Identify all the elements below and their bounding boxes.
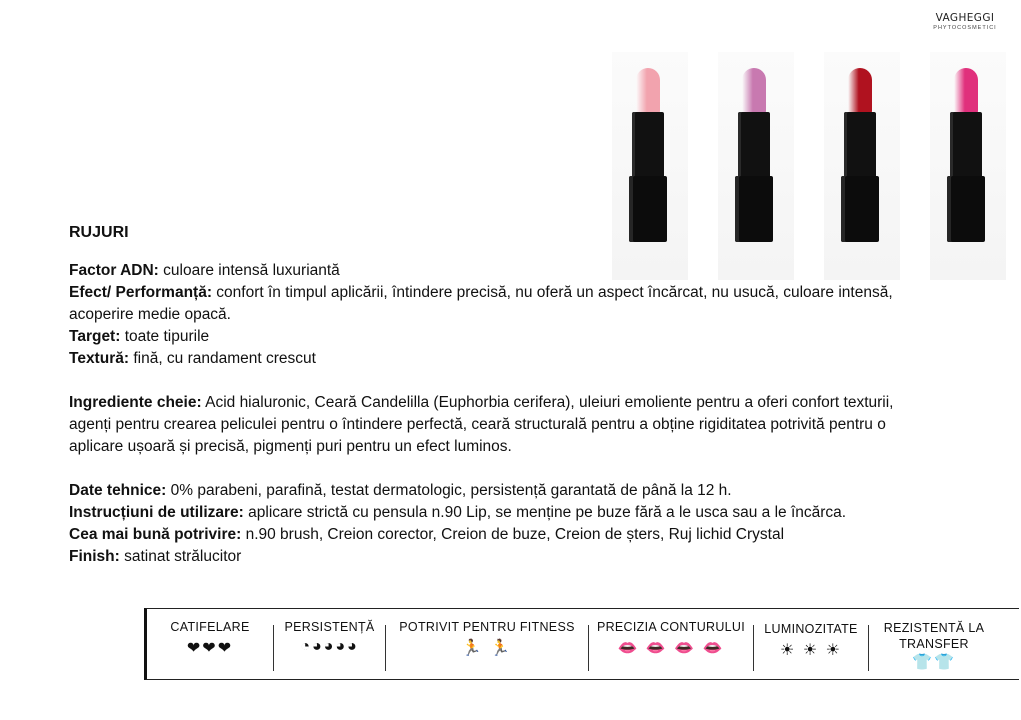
label: Cea mai bună potrivire: <box>69 526 242 543</box>
technical-data <box>69 480 929 502</box>
lipstick-collar <box>950 112 982 178</box>
usage-instructions <box>69 502 929 524</box>
rating-luminozitate <box>754 609 868 679</box>
product-description <box>69 222 929 568</box>
label: Textură: <box>69 350 130 367</box>
value: fină, cu randament crescut <box>129 350 316 367</box>
lipstick-collar <box>632 112 664 178</box>
rating-precizia <box>589 609 753 679</box>
lipstick-collar <box>738 112 770 178</box>
clock-icon: ◔◕◕◕◕ <box>300 638 359 655</box>
texture <box>69 348 929 370</box>
dna-factor <box>69 260 929 282</box>
value: culoare intensă luxuriantă <box>158 262 340 279</box>
value: confort în timpul aplicării, întindere precisă, nu oferă un aspect încărcat, nu usucă, culoare intensă, acoperire medie opacă. <box>69 284 893 323</box>
heart-icon: ❤❤❤ <box>186 640 234 657</box>
rating-label: LUMINOZITATE <box>764 622 858 636</box>
rating-label: CATIFELARE <box>170 620 250 634</box>
value: 0% parabeni, parafină, testat dermatologic, persistență garantată de până la 12 h. <box>166 482 732 499</box>
brand-subtitle: PHYTOCOSMETICI <box>933 25 997 31</box>
value: aplicare strictă cu pensula n.90 Lip, se menține pe buze fără a le usca sau a le încărca. <box>243 504 847 521</box>
lips-icon: 👄 👄 👄 👄 <box>617 640 725 657</box>
rating-catifelare <box>147 609 273 679</box>
effect <box>69 282 929 326</box>
label: Ingrediente cheie: <box>69 394 202 411</box>
key-ingredients <box>69 392 929 458</box>
rating-label: REZISTENTĂ LA TRANSFER <box>883 621 985 651</box>
shirt-icon: 👕👕 <box>912 654 956 671</box>
label: Efect/ Performanță: <box>69 284 212 301</box>
brand-logo <box>930 12 1000 31</box>
label: Factor ADN: <box>69 262 159 279</box>
rating-label: PRECIZIA CONTURULUI <box>596 620 746 634</box>
lipstick-bullet <box>848 68 872 114</box>
lipstick-bullet <box>636 68 660 114</box>
best-match <box>69 524 929 546</box>
lipstick-base <box>947 176 985 242</box>
runner-icon: 🏃 🏃 <box>461 640 513 657</box>
page-title: RUJURI <box>69 224 129 241</box>
value: toate tipurile <box>120 328 210 345</box>
sun-icon: ☀ ☀ ☀ <box>780 642 842 659</box>
value: satinat strălucitor <box>119 548 242 565</box>
target <box>69 326 929 348</box>
lipstick-bullet <box>742 68 766 114</box>
rating-label: POTRIVIT PENTRU FITNESS <box>399 620 575 634</box>
rating-persistenta <box>274 609 385 679</box>
value: Acid hialuronic, Ceară Candelilla (Euphorbia cerifera), uleiuri emoliente pentru a oferi confort texturii, agenți pentru crearea peliculei pentru o întindere perfectă, ceară structurală pentru a obține rigiditatea potrivită pentru o aplicare ușoară și precisă, pigmenți puri pentru un efect luminos. <box>69 394 894 455</box>
brand-name: VAGHEGGI <box>935 12 995 24</box>
label: Date tehnice: <box>69 482 167 499</box>
label: Instrucțiuni de utilizare: <box>69 504 244 521</box>
rating-transfer <box>869 609 999 679</box>
value: n.90 brush, Creion corector, Creion de buze, Creion de șters, Ruj lichid Crystal <box>241 526 785 543</box>
finish <box>69 546 929 568</box>
lipstick-bullet <box>954 68 978 114</box>
lipstick-collar <box>844 112 876 178</box>
lipstick-4 <box>930 52 1006 280</box>
label: Target: <box>69 328 121 345</box>
rating-fitness <box>386 609 588 679</box>
ratings-table <box>144 608 1019 680</box>
label: Finish: <box>69 548 120 565</box>
rating-label: PERSISTENȚĂ <box>284 620 375 634</box>
